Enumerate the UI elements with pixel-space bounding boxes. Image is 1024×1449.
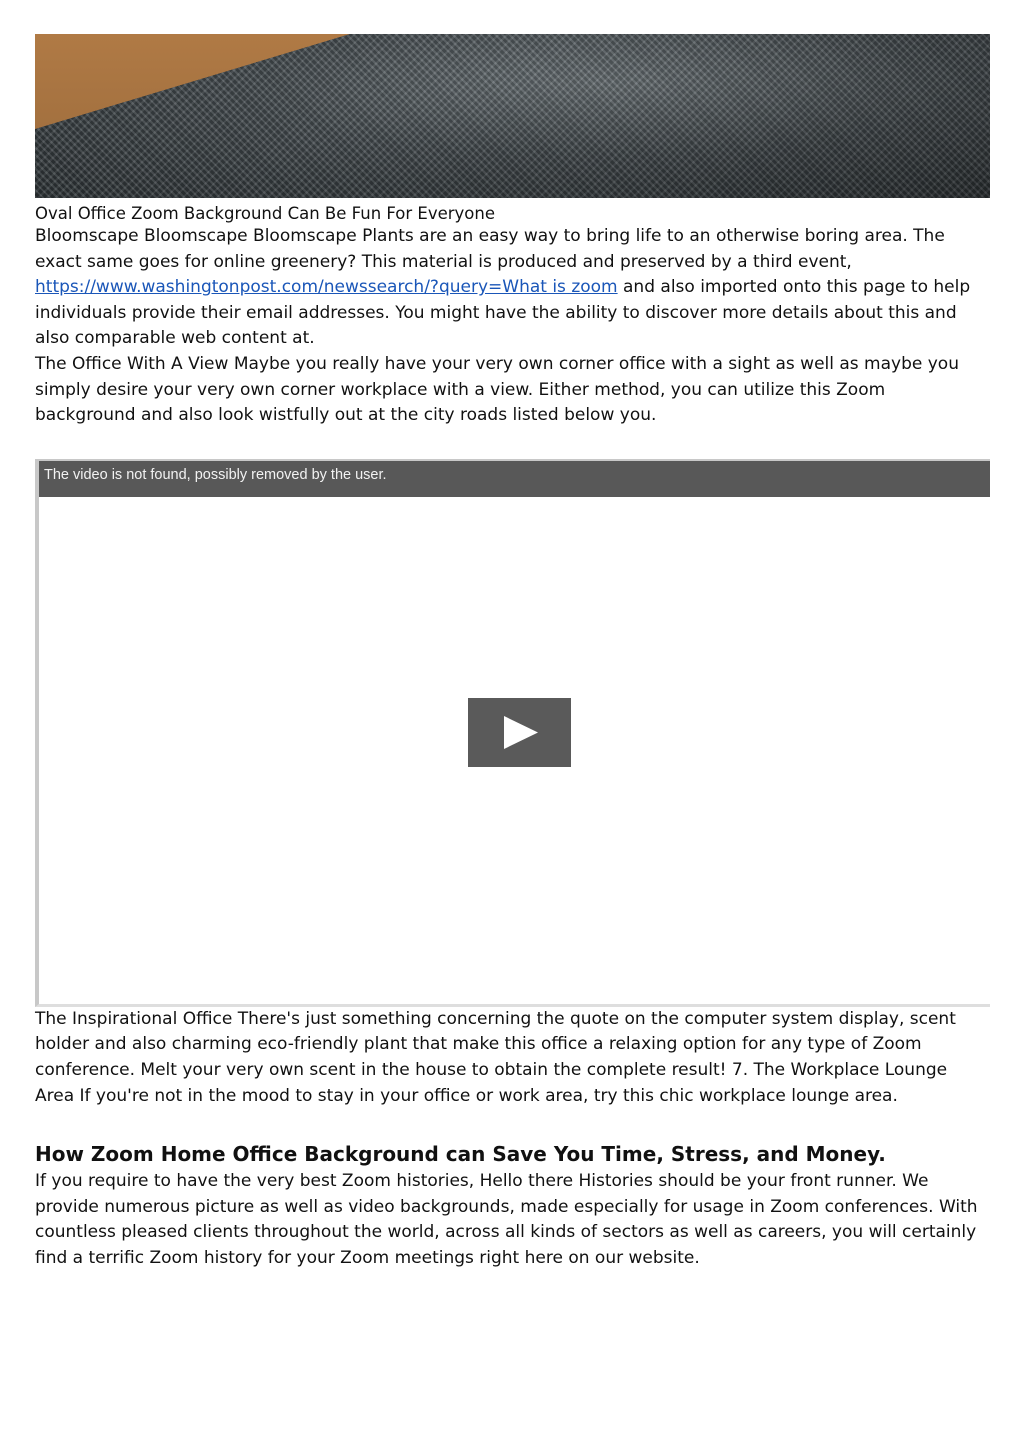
paragraph-bloomscape-text-2: and also imported onto this page to help individuals provide their email addresses. You might have the ability to discover more details about this and also comparable web content at. bbox=[35, 277, 971, 349]
image-caption: Oval Office Zoom Background Can Be Fun For Everyone bbox=[35, 204, 496, 223]
paragraph-office-view: The Office With A View Maybe you really have your very own corner office with a sight as well as maybe you simply desire your very own corner workplace with a view. Either method, you can utilize this Zoom background and also look wistfully out at the city roads listed below you. bbox=[35, 353, 959, 426]
article bbox=[35, 34, 990, 1272]
play-icon bbox=[468, 698, 571, 767]
paragraph-bloomscape bbox=[35, 224, 990, 352]
paragraph-bloomscape-text-1: Bloomscape Bloomscape Bloomscape Plants are an easy way to bring life to an otherwise boring area. The exact same goes for online greenery? This material is produced and preserved by a third event, bbox=[35, 226, 945, 272]
play-button[interactable] bbox=[468, 698, 571, 767]
section-heading: How Zoom Home Office Background can Save You Time, Stress, and Money. bbox=[35, 1142, 886, 1167]
paragraph-zoom-histories: If you require to have the very best Zoom histories, Hello there Histories should be your front runner. We provide numerous picture as well as video backgrounds, made especially for usage in Zoom conferences. With countless pleased clients throughout the world, across all kinds of sectors as well as careers, you will certainly find a terrific Zoom history for your Zoom meetings right here on our website. bbox=[35, 1171, 978, 1268]
video-player[interactable] bbox=[35, 459, 990, 1007]
hero-image bbox=[35, 34, 990, 198]
video-error-message: The video is not found, possibly removed by the user. bbox=[44, 466, 387, 483]
video-error-bar bbox=[39, 461, 990, 497]
washingtonpost-link[interactable]: https://www.washingtonpost.com/newssearch/?query=What is zoom bbox=[35, 277, 618, 298]
paragraph-inspirational-office: The Inspirational Office There's just something concerning the quote on the computer system display, scent holder and also charming eco-friendly plant that make this office a relaxing option for any type of Zoom conference. Melt your very own scent in the house to obtain the complete result! 7. The Workplace Lounge Area If you're not in the mood to stay in your office or work area, try this chic workplace lounge area. bbox=[35, 1008, 956, 1106]
